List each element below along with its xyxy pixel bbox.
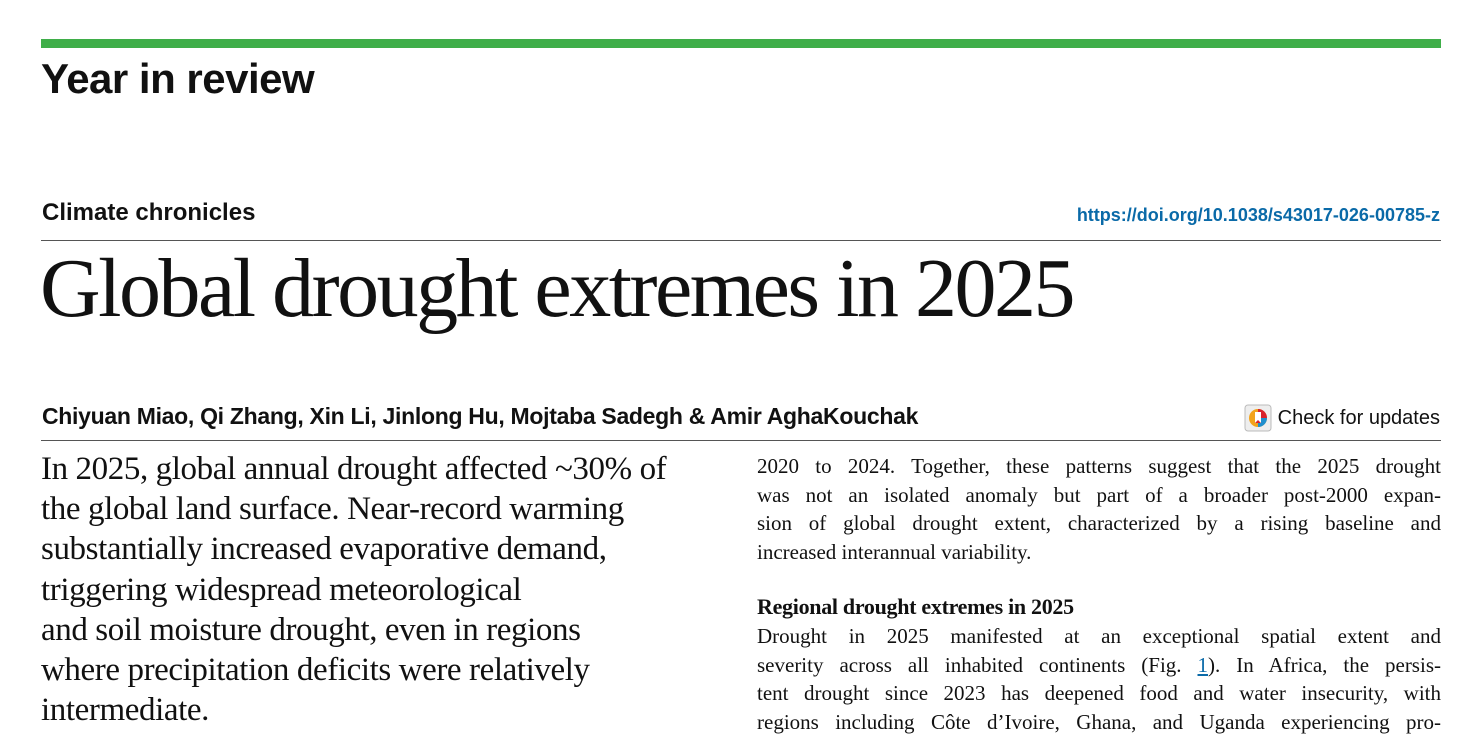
doi-link[interactable]: https://doi.org/10.1038/s43017-026-00785-z (1076, 205, 1440, 225)
check-for-updates-button[interactable] (1244, 403, 1440, 433)
body-paragraph-1 (757, 452, 1441, 566)
body-line: was not an isolated anomaly but part of a broader post-2000 expan- (757, 482, 1441, 507)
authors-divider (41, 440, 1441, 441)
body-line (757, 651, 1441, 680)
top-accent-rule (41, 39, 1441, 48)
abstract-line: In 2025, global annual drought affected ~30% of (41, 451, 667, 487)
body-paragraph-2 (757, 622, 1441, 736)
abstract (41, 449, 731, 730)
body-line: sion of global drought extent, characterized by a rising baseline and (757, 511, 1441, 536)
abstract-line: substantially increased evaporative demand, (41, 531, 607, 568)
check-for-updates-label: Check for updates (1277, 406, 1440, 429)
body-text: ). In Africa, the persis- (1208, 652, 1441, 677)
abstract-line: where precipitation deficits were relatively (41, 652, 590, 689)
body-line: 2020 to 2024. Together, these patterns suggest that the 2025 drought (757, 454, 1441, 478)
body-text: severity across all inhabited continents (Fig. (757, 652, 1198, 677)
author-list: Chiyuan Miao, Qi Zhang, Xin Li, Jinlong Hu, Mojtaba Sadegh & Amir AghaKouchak (42, 403, 919, 429)
article-category: Climate chronicles (42, 199, 256, 226)
abstract-line: triggering widespread meteorological (41, 571, 522, 608)
body-line: tent drought since 2023 has deepened food and water insecurity, with (757, 681, 1441, 706)
section-label: Year in review (41, 55, 315, 102)
figure-1-link[interactable]: 1 (1197, 652, 1208, 677)
article-title: Global drought extremes in 2025 (40, 242, 1073, 335)
check-for-updates-icon (1244, 404, 1272, 432)
section-heading: Regional drought extremes in 2025 (757, 594, 1074, 619)
body-line: Drought in 2025 manifested at an exceptional spatial extent and (757, 624, 1441, 648)
body-line: increased interannual variability. (757, 539, 1032, 564)
abstract-line: intermediate. (41, 692, 209, 729)
abstract-line: and soil moisture drought, even in regions (41, 611, 581, 648)
abstract-line: the global land surface. Near-record warming (41, 491, 624, 528)
body-line: regions including Côte d’Ivoire, Ghana, and Uganda experiencing pro- (757, 709, 1441, 734)
